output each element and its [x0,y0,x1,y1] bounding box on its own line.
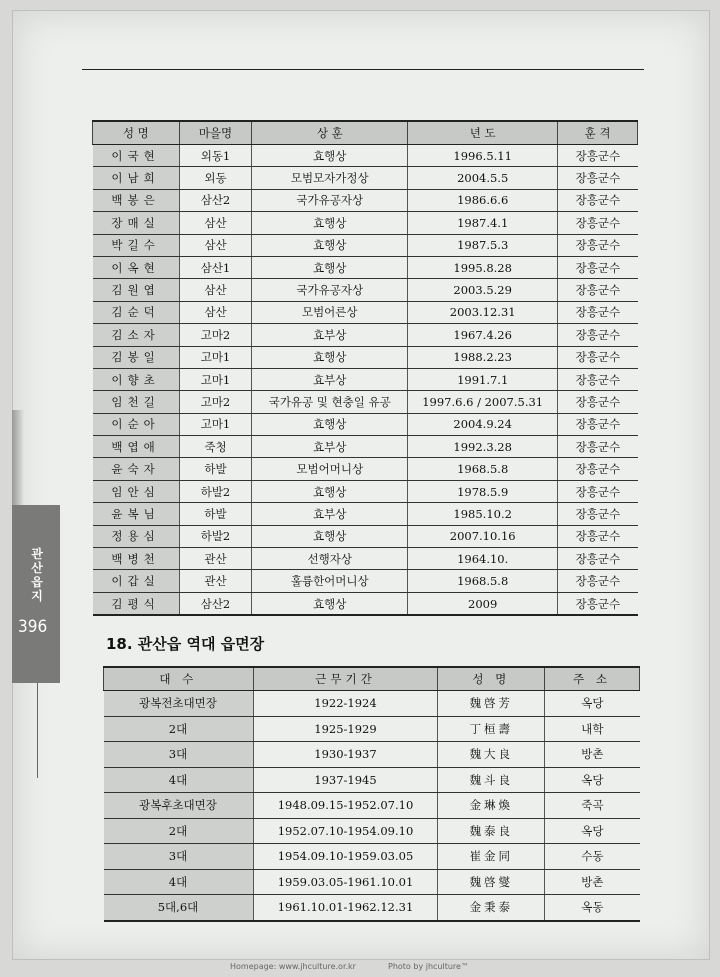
term-no-cell: 3대 [104,742,254,768]
term-no-cell: 4대 [104,869,254,895]
table-row [104,895,640,921]
book-title: 관산읍지 [31,547,43,603]
village-cell: 하발2 [179,525,252,547]
header-term-no: 대 수 [104,667,254,691]
mayor-address-cell: 옥동 [545,895,640,921]
award-year-cell: 2003.5.29 [408,279,558,301]
person-name-cell: 이국현 [93,145,180,167]
person-name-cell: 이남희 [93,167,180,189]
mayor-table [103,666,640,922]
person-name-cell: 박길수 [93,234,180,256]
award-year-cell: 1997.6.6 / 2007.5.31 [408,391,558,413]
term-period-cell: 1937-1945 [253,767,438,793]
table-row [93,503,638,525]
award-name-cell: 국가유공자상 [252,279,408,301]
header-mayor-name: 성 명 [438,667,545,691]
award-name-cell: 선행자상 [252,548,408,570]
award-grade-cell: 장흥군수 [558,368,638,390]
award-table-header [93,121,638,145]
award-name-cell: 모범어머니상 [252,458,408,480]
village-cell: 삼산 [179,234,252,256]
award-year-cell: 1985.10.2 [408,503,558,525]
header-grade: 훈 격 [558,121,638,145]
award-name-cell: 모범모자가정상 [252,167,408,189]
award-name-cell: 효부상 [252,324,408,346]
table-row [93,570,638,592]
table-row [93,346,638,368]
award-grade-cell: 장흥군수 [558,592,638,615]
term-no-cell: 2대 [104,716,254,742]
award-grade-cell: 장흥군수 [558,189,638,211]
award-name-cell: 효행상 [252,525,408,547]
table-row [93,413,638,435]
mayor-address-cell: 옥당 [545,691,640,717]
header-village: 마을명 [179,121,252,145]
page-number: 396 [18,617,48,637]
award-grade-cell: 장흥군수 [558,167,638,189]
table-row [104,767,640,793]
header-rule [82,69,644,70]
person-name-cell: 백병천 [93,548,180,570]
village-cell: 관산 [179,570,252,592]
term-no-cell: 4대 [104,767,254,793]
person-name-cell: 이향초 [93,368,180,390]
award-grade-cell: 장흥군수 [558,212,638,234]
table-row [93,167,638,189]
mayor-address-cell: 방촌 [545,742,640,768]
award-year-cell: 1987.5.3 [408,234,558,256]
award-year-cell: 1995.8.28 [408,256,558,278]
table-row [93,548,638,570]
award-year-cell: 1988.2.23 [408,346,558,368]
award-year-cell: 1991.7.1 [408,368,558,390]
mayor-name-cell: 崔金同 [438,844,545,870]
award-name-cell: 효행상 [252,480,408,502]
header-name: 성 명 [93,121,180,145]
award-grade-cell: 장흥군수 [558,256,638,278]
section-title: 18. 관산읍 역대 읍면장 [106,635,265,653]
award-grade-cell: 장흥군수 [558,301,638,323]
person-name-cell: 김소자 [93,324,180,346]
term-period-cell: 1952.07.10-1954.09.10 [253,818,438,844]
person-name-cell: 윤복님 [93,503,180,525]
mayor-name-cell: 金琳煥 [438,793,545,819]
award-grade-cell: 장흥군수 [558,525,638,547]
table-row [93,458,638,480]
person-name-cell: 김순덕 [93,301,180,323]
table-row [104,844,640,870]
village-cell: 고마1 [179,413,252,435]
award-name-cell: 효행상 [252,145,408,167]
term-no-cell: 2대 [104,818,254,844]
award-name-cell: 효부상 [252,436,408,458]
footer-photo-credit: Photo by jhculture™ [388,962,469,971]
footer-homepage: Homepage: www.jhculture.or.kr [230,962,356,971]
header-award: 상 훈 [252,121,408,145]
person-name-cell: 백봉은 [93,189,180,211]
award-year-cell: 1964.10. [408,548,558,570]
table-row [93,145,638,167]
mayor-address-cell: 죽곡 [545,793,640,819]
table-row [93,368,638,390]
village-cell: 고마1 [179,368,252,390]
mayor-name-cell: 魏啓燮 [438,869,545,895]
award-name-cell: 국가유공자상 [252,189,408,211]
table-row [104,742,640,768]
table-row [104,716,640,742]
header-year: 년 도 [408,121,558,145]
person-name-cell: 윤숙자 [93,458,180,480]
table-row [93,234,638,256]
village-cell: 삼산2 [179,189,252,211]
award-grade-cell: 장흥군수 [558,436,638,458]
table-row [93,391,638,413]
term-period-cell: 1922-1924 [253,691,438,717]
table-row [93,256,638,278]
village-cell: 삼산 [179,212,252,234]
table-row [93,324,638,346]
table-row [93,212,638,234]
person-name-cell: 이옥현 [93,256,180,278]
person-name-cell: 임안심 [93,480,180,502]
mayor-name-cell: 魏斗良 [438,767,545,793]
table-row [93,189,638,211]
award-year-cell: 2009 [408,592,558,615]
award-name-cell: 모범어른상 [252,301,408,323]
award-grade-cell: 장흥군수 [558,413,638,435]
mayor-table-header [104,667,640,691]
term-period-cell: 1961.10.01-1962.12.31 [253,895,438,921]
term-period-cell: 1925-1929 [253,716,438,742]
mayor-table-body [104,691,640,921]
person-name-cell: 김평식 [93,592,180,615]
award-grade-cell: 장흥군수 [558,480,638,502]
term-no-cell: 3대 [104,844,254,870]
award-year-cell: 1967.4.26 [408,324,558,346]
village-cell: 관산 [179,548,252,570]
mayor-name-cell: 丁桓壽 [438,716,545,742]
village-cell: 죽청 [179,436,252,458]
person-name-cell: 정용심 [93,525,180,547]
mayor-address-cell: 옥당 [545,767,640,793]
award-grade-cell: 장흥군수 [558,391,638,413]
table-row [93,525,638,547]
table-row [104,691,640,717]
mayor-address-cell: 내학 [545,716,640,742]
person-name-cell: 임천길 [93,391,180,413]
award-name-cell: 효행상 [252,592,408,615]
mayor-name-cell: 金秉泰 [438,895,545,921]
table-row [104,818,640,844]
person-name-cell: 김원엽 [93,279,180,301]
village-cell: 삼산 [179,279,252,301]
village-cell: 삼산2 [179,592,252,615]
person-name-cell: 이갑실 [93,570,180,592]
award-year-cell: 1978.5.9 [408,480,558,502]
award-name-cell: 효행상 [252,212,408,234]
award-year-cell: 1987.4.1 [408,212,558,234]
award-name-cell: 효행상 [252,256,408,278]
village-cell: 하발 [179,458,252,480]
village-cell: 삼산1 [179,256,252,278]
person-name-cell: 장매실 [93,212,180,234]
award-name-cell: 훌륭한어머니상 [252,570,408,592]
person-name-cell: 김봉일 [93,346,180,368]
award-name-cell: 효행상 [252,346,408,368]
term-period-cell: 1948.09.15-1952.07.10 [253,793,438,819]
award-grade-cell: 장흥군수 [558,279,638,301]
village-cell: 고마2 [179,391,252,413]
side-rule [37,683,38,778]
mayor-name-cell: 魏大良 [438,742,545,768]
mayor-name-cell: 魏啓芳 [438,691,545,717]
award-grade-cell: 장흥군수 [558,548,638,570]
award-name-cell: 국가유공 및 현충일 유공 [252,391,408,413]
header-period: 근무기간 [253,667,438,691]
table-row [93,436,638,458]
term-no-cell: 5대,6대 [104,895,254,921]
award-grade-cell: 장흥군수 [558,324,638,346]
award-grade-cell: 장흥군수 [558,346,638,368]
award-year-cell: 1986.6.6 [408,189,558,211]
award-year-cell: 2007.10.16 [408,525,558,547]
award-grade-cell: 장흥군수 [558,458,638,480]
village-cell: 고마2 [179,324,252,346]
table-row [93,592,638,615]
table-row [93,301,638,323]
award-year-cell: 1968.5.8 [408,458,558,480]
mayor-name-cell: 魏泰良 [438,818,545,844]
award-year-cell: 2003.12.31 [408,301,558,323]
table-row [104,869,640,895]
award-table-body [93,145,638,616]
village-cell: 삼산 [179,301,252,323]
term-period-cell: 1959.03.05-1961.10.01 [253,869,438,895]
mayor-address-cell: 방촌 [545,869,640,895]
term-period-cell: 1930-1937 [253,742,438,768]
award-name-cell: 효행상 [252,234,408,256]
term-no-cell: 광복후초대면장 [104,793,254,819]
person-name-cell: 백엽애 [93,436,180,458]
village-cell: 외동1 [179,145,252,167]
table-row [93,279,638,301]
side-tab [12,505,60,683]
award-grade-cell: 장흥군수 [558,145,638,167]
term-no-cell: 광복전초대면장 [104,691,254,717]
village-cell: 고마1 [179,346,252,368]
table-row [93,480,638,502]
village-cell: 하발2 [179,480,252,502]
award-year-cell: 1968.5.8 [408,570,558,592]
award-year-cell: 2004.9.24 [408,413,558,435]
table-row [104,793,640,819]
award-grade-cell: 장흥군수 [558,503,638,525]
award-table [92,120,638,616]
award-grade-cell: 장흥군수 [558,234,638,256]
award-name-cell: 효부상 [252,368,408,390]
award-name-cell: 효부상 [252,503,408,525]
award-year-cell: 2004.5.5 [408,167,558,189]
village-cell: 하발 [179,503,252,525]
village-cell: 외동 [179,167,252,189]
award-name-cell: 효행상 [252,413,408,435]
award-grade-cell: 장흥군수 [558,570,638,592]
term-period-cell: 1954.09.10-1959.03.05 [253,844,438,870]
mayor-address-cell: 수동 [545,844,640,870]
header-address: 주 소 [545,667,640,691]
award-year-cell: 1996.5.11 [408,145,558,167]
award-year-cell: 1992.3.28 [408,436,558,458]
person-name-cell: 이순아 [93,413,180,435]
mayor-address-cell: 옥당 [545,818,640,844]
